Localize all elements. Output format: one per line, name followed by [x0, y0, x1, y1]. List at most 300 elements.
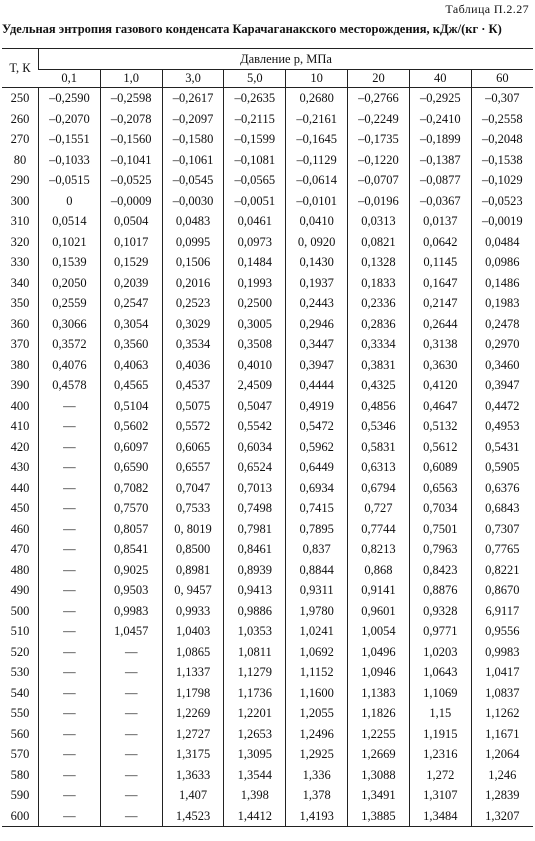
entropy-value-cell: 0,9311	[286, 580, 348, 601]
pressure-column-header: 5,0	[224, 70, 286, 88]
table-row	[2, 539, 533, 560]
temperature-cell: 410	[10, 419, 30, 433]
entropy-value-cell: 0,1328	[348, 252, 410, 273]
entropy-value-cell: 0,5572	[162, 416, 224, 437]
entropy-value-cell: –0,1538	[471, 150, 533, 171]
entropy-value-cell: –0,1735	[348, 129, 410, 150]
entropy-value-cell: 0, 8019	[162, 519, 224, 540]
entropy-value-cell: —	[39, 580, 101, 601]
entropy-value-cell: 1,2653	[224, 724, 286, 745]
entropy-value-cell: —	[39, 601, 101, 622]
entropy-value-cell: 0,1983	[471, 293, 533, 314]
entropy-value-cell: 0,1506	[162, 252, 224, 273]
temperature-cell: 310	[10, 214, 30, 228]
temperature-column-header: T, К	[2, 49, 39, 88]
entropy-value-cell: 0,6563	[409, 478, 471, 499]
table-row	[2, 88, 533, 109]
entropy-value-cell: 0,1833	[348, 273, 410, 294]
entropy-value-cell: 0,5831	[348, 437, 410, 458]
entropy-value-cell: 0,6524	[224, 457, 286, 478]
entropy-value-cell: 0,8876	[409, 580, 471, 601]
entropy-value-cell: –0,1029	[471, 170, 533, 191]
temperature-cell: 560	[10, 726, 30, 741]
entropy-value-cell: –0,0196	[348, 191, 410, 212]
entropy-value-cell: —	[100, 642, 162, 663]
entropy-value-cell: 0,9025	[100, 560, 162, 581]
entropy-value-cell: 1,3095	[224, 744, 286, 765]
entropy-value-cell: 1,0054	[348, 621, 410, 642]
temperature-cell: 530	[10, 665, 30, 679]
entropy-value-cell: —	[39, 744, 101, 765]
entropy-value-cell: 0,4120	[409, 375, 471, 396]
entropy-value-cell: 0,0973	[224, 232, 286, 253]
entropy-value-cell: 1,3207	[471, 806, 533, 827]
entropy-value-cell: 0,0483	[162, 211, 224, 232]
entropy-value-cell: 0,0410	[286, 211, 348, 232]
entropy-value-cell: –0,0877	[409, 170, 471, 191]
entropy-value-cell: 0,6449	[286, 457, 348, 478]
entropy-value-cell: –0,1041	[100, 150, 162, 171]
entropy-value-cell: 0,7963	[409, 539, 471, 560]
entropy-value-cell: 1,0946	[348, 662, 410, 683]
entropy-value-cell: 1,0811	[224, 642, 286, 663]
entropy-value-cell: 1,3885	[348, 806, 410, 827]
table-row	[2, 232, 533, 253]
temperature-cell: 320	[10, 234, 30, 249]
entropy-value-cell: 0,2039	[100, 273, 162, 294]
entropy-value-cell: 0,9933	[162, 601, 224, 622]
entropy-value-cell: –0,1551	[39, 129, 101, 150]
temperature-cell: 460	[10, 521, 30, 536]
entropy-value-cell: 0,9983	[100, 601, 162, 622]
entropy-value-cell: 0,6557	[162, 457, 224, 478]
entropy-value-cell: 1,1337	[162, 662, 224, 683]
pressure-column-header: 60	[471, 70, 533, 88]
entropy-value-cell: 0,8423	[409, 560, 471, 581]
entropy-value-cell: 0,5612	[409, 437, 471, 458]
table-row	[2, 129, 533, 150]
entropy-value-cell: 1,407	[162, 785, 224, 806]
entropy-value-cell: 0,5472	[286, 416, 348, 437]
temperature-cell: 300	[10, 193, 30, 208]
entropy-value-cell: 0,6089	[409, 457, 471, 478]
entropy-value-cell: 1,272	[409, 765, 471, 786]
entropy-value-cell: 1,2055	[286, 703, 348, 724]
entropy-value-cell: —	[39, 724, 101, 745]
temperature-cell: 500	[10, 603, 30, 618]
entropy-value-cell: 0, 0920	[286, 232, 348, 253]
pressure-column-header: 1,0	[100, 70, 162, 88]
entropy-table	[2, 48, 533, 827]
temperature-cell: 400	[10, 398, 30, 413]
entropy-value-cell: 0,868	[348, 560, 410, 581]
temperature-cell: 470	[10, 542, 30, 556]
entropy-value-cell: 0,2680	[286, 88, 348, 109]
temperature-cell: 440	[10, 480, 30, 495]
table-title: Удельная энтропия газового конденсата Карачаганакского месторождения, кДж/(кг · К)	[2, 22, 502, 36]
entropy-value-cell: 0,1539	[39, 252, 101, 273]
entropy-value-cell: –0,1129	[286, 150, 348, 171]
entropy-value-cell: 1,4412	[224, 806, 286, 827]
table-row	[2, 437, 533, 458]
entropy-value-cell: –0,1580	[162, 129, 224, 150]
entropy-value-cell: 0,4444	[286, 375, 348, 396]
entropy-value-cell: 0,7765	[471, 539, 533, 560]
entropy-value-cell: 0,7501	[409, 519, 471, 540]
entropy-value-cell: 0,5075	[162, 396, 224, 417]
entropy-value-cell: 0,8541	[100, 539, 162, 560]
table-row	[2, 560, 533, 581]
entropy-value-cell: 0,4063	[100, 355, 162, 376]
entropy-value-cell: –0,0614	[286, 170, 348, 191]
entropy-value-cell: –0,0367	[409, 191, 471, 212]
entropy-value-cell: 1,4193	[286, 806, 348, 827]
entropy-value-cell: 0,7533	[162, 498, 224, 519]
entropy-value-cell: 1,0403	[162, 621, 224, 642]
temperature-cell: 430	[10, 460, 30, 474]
entropy-value-cell: 0,9503	[100, 580, 162, 601]
entropy-value-cell: 0,2478	[471, 314, 533, 335]
entropy-value-cell: 0,8670	[471, 580, 533, 601]
entropy-value-cell: –0,2048	[471, 129, 533, 150]
table-row	[2, 355, 533, 376]
entropy-value-cell: 0,4036	[162, 355, 224, 376]
entropy-value-cell: –0,2617	[162, 88, 224, 109]
entropy-value-cell: 0,0986	[471, 252, 533, 273]
table-row	[2, 334, 533, 355]
pressure-column-header: 10	[286, 70, 348, 88]
entropy-value-cell: –0,0009	[100, 191, 162, 212]
table-number: Таблица П.2.27	[445, 2, 529, 16]
entropy-value-cell: 0,2443	[286, 293, 348, 314]
entropy-value-cell: –0,1645	[286, 129, 348, 150]
entropy-value-cell: 0,7415	[286, 498, 348, 519]
table-row	[2, 314, 533, 335]
entropy-value-cell: 0,6097	[100, 437, 162, 458]
entropy-value-cell: 0,3066	[39, 314, 101, 335]
entropy-value-cell: 1,3544	[224, 765, 286, 786]
entropy-value-cell: 0,3630	[409, 355, 471, 376]
entropy-value-cell: –0,2097	[162, 109, 224, 130]
entropy-value-cell: 0,0313	[348, 211, 410, 232]
entropy-value-cell: –0,0051	[224, 191, 286, 212]
table-row	[2, 806, 533, 827]
entropy-value-cell: 0,4953	[471, 416, 533, 437]
temperature-cell: 390	[10, 378, 30, 392]
entropy-value-cell: 0,0504	[100, 211, 162, 232]
entropy-value-cell: 0,7981	[224, 519, 286, 540]
entropy-value-cell: –0,2635	[224, 88, 286, 109]
entropy-value-cell: 0,2336	[348, 293, 410, 314]
table-row	[2, 109, 533, 130]
entropy-value-cell: 0,4325	[348, 375, 410, 396]
entropy-value-cell: 1,1152	[286, 662, 348, 683]
entropy-value-cell: 0,9771	[409, 621, 471, 642]
entropy-value-cell: 0,5047	[224, 396, 286, 417]
entropy-value-cell: 0,1017	[100, 232, 162, 253]
entropy-value-cell: 0,3138	[409, 334, 471, 355]
temperature-cell: 260	[10, 111, 30, 126]
entropy-value-cell: –0,2115	[224, 109, 286, 130]
entropy-value-cell: 0,7034	[409, 498, 471, 519]
entropy-value-cell: 1,1671	[471, 724, 533, 745]
entropy-value-cell: 0,2523	[162, 293, 224, 314]
entropy-value-cell: 0,5132	[409, 416, 471, 437]
entropy-value-cell: –0,1061	[162, 150, 224, 171]
entropy-value-cell: —	[39, 662, 101, 683]
entropy-value-cell: –0,1081	[224, 150, 286, 171]
temperature-cell: 420	[10, 439, 30, 454]
entropy-value-cell: —	[39, 703, 101, 724]
entropy-value-cell: 0,7307	[471, 519, 533, 540]
entropy-value-cell: 1,0457	[100, 621, 162, 642]
entropy-value-cell: 0,4010	[224, 355, 286, 376]
entropy-value-cell: 0,4537	[162, 375, 224, 396]
entropy-value-cell: 0,4856	[348, 396, 410, 417]
entropy-value-cell: 0,3572	[39, 334, 101, 355]
entropy-value-cell: —	[100, 683, 162, 704]
entropy-value-cell: 1,2255	[348, 724, 410, 745]
entropy-value-cell: 1,15	[409, 703, 471, 724]
entropy-value-cell: 1,378	[286, 785, 348, 806]
table-row	[2, 580, 533, 601]
entropy-value-cell: 0,0461	[224, 211, 286, 232]
entropy-value-cell: –0,2249	[348, 109, 410, 130]
entropy-value-cell: –0,0545	[162, 170, 224, 191]
entropy-value-cell: 1,2316	[409, 744, 471, 765]
entropy-value-cell: 0,3054	[100, 314, 162, 335]
entropy-value-cell: 0,727	[348, 498, 410, 519]
table-row	[2, 621, 533, 642]
entropy-value-cell: –0,2766	[348, 88, 410, 109]
entropy-value-cell: –0,0019	[471, 211, 533, 232]
entropy-value-cell: 0,8057	[100, 519, 162, 540]
entropy-value-cell: 1,2925	[286, 744, 348, 765]
entropy-value-cell: –0,0707	[348, 170, 410, 191]
entropy-value-cell: –0,2590	[39, 88, 101, 109]
entropy-value-cell: 0,3460	[471, 355, 533, 376]
entropy-value-cell: —	[100, 785, 162, 806]
entropy-value-cell: –0,0565	[224, 170, 286, 191]
entropy-value-cell: —	[100, 724, 162, 745]
entropy-value-cell: 0,6934	[286, 478, 348, 499]
entropy-value-cell: 0,2946	[286, 314, 348, 335]
entropy-value-cell: –0,1387	[409, 150, 471, 171]
entropy-value-cell: 0,9413	[224, 580, 286, 601]
entropy-value-cell: 1,0353	[224, 621, 286, 642]
entropy-value-cell: 0,8844	[286, 560, 348, 581]
entropy-value-cell: —	[39, 765, 101, 786]
entropy-value-cell: –0,2070	[39, 109, 101, 130]
table-row	[2, 642, 533, 663]
entropy-value-cell: 0,0514	[39, 211, 101, 232]
entropy-value-cell: —	[39, 457, 101, 478]
entropy-value-cell: 6,9117	[471, 601, 533, 622]
table-row	[2, 273, 533, 294]
entropy-value-cell: –0,1033	[39, 150, 101, 171]
table-row	[2, 601, 533, 622]
entropy-value-cell: 0,2016	[162, 273, 224, 294]
table-row	[2, 744, 533, 765]
entropy-value-cell: 0,3447	[286, 334, 348, 355]
entropy-value-cell: 1,3088	[348, 765, 410, 786]
table-row	[2, 416, 533, 437]
table-row	[2, 170, 533, 191]
temperature-cell: 250	[10, 91, 30, 105]
entropy-value-cell: 0,6590	[100, 457, 162, 478]
entropy-value-cell: 0,2644	[409, 314, 471, 335]
entropy-value-cell: 0,7082	[100, 478, 162, 499]
temperature-cell: 450	[10, 501, 30, 515]
entropy-value-cell: 1,1826	[348, 703, 410, 724]
entropy-value-cell: 0,2500	[224, 293, 286, 314]
entropy-value-cell: –0,2161	[286, 109, 348, 130]
entropy-value-cell: –0,1220	[348, 150, 410, 171]
entropy-value-cell: 0,837	[286, 539, 348, 560]
entropy-value-cell: 0,0137	[409, 211, 471, 232]
entropy-value-cell: 0,5542	[224, 416, 286, 437]
entropy-value-cell: 0,9328	[409, 601, 471, 622]
entropy-value-cell: 0,1145	[409, 252, 471, 273]
entropy-value-cell: 0,2147	[409, 293, 471, 314]
entropy-value-cell: –0,0525	[100, 170, 162, 191]
entropy-value-cell: 0,2970	[471, 334, 533, 355]
entropy-value-cell: 1,0837	[471, 683, 533, 704]
entropy-value-cell: –0,2558	[471, 109, 533, 130]
entropy-value-cell: –0,1899	[409, 129, 471, 150]
entropy-value-cell: 0,0642	[409, 232, 471, 253]
entropy-value-cell: 0,4076	[39, 355, 101, 376]
temperature-cell: 380	[10, 357, 30, 372]
entropy-value-cell: 1,1279	[224, 662, 286, 683]
pressure-group-header: Давление p, МПа	[39, 49, 534, 70]
entropy-value-cell: 0,1529	[100, 252, 162, 273]
entropy-value-cell: –0,2410	[409, 109, 471, 130]
entropy-value-cell: 0,0821	[348, 232, 410, 253]
table-row	[2, 785, 533, 806]
entropy-value-cell: —	[39, 642, 101, 663]
entropy-value-cell: 0,1484	[224, 252, 286, 273]
entropy-value-cell: 1,0203	[409, 642, 471, 663]
entropy-value-cell: 1,3491	[348, 785, 410, 806]
entropy-value-cell: 0, 9457	[162, 580, 224, 601]
entropy-value-cell: 0,7013	[224, 478, 286, 499]
entropy-value-cell: 1,2201	[224, 703, 286, 724]
entropy-value-cell: –0,2925	[409, 88, 471, 109]
table-row	[2, 191, 533, 212]
table-row	[2, 662, 533, 683]
temperature-cell: 290	[10, 173, 30, 187]
entropy-value-cell: –0,307	[471, 88, 533, 109]
entropy-value-cell: 0,7047	[162, 478, 224, 499]
table-row	[2, 498, 533, 519]
temperature-cell: 340	[10, 275, 30, 290]
entropy-value-cell: 1,3107	[409, 785, 471, 806]
entropy-value-cell: 1,1262	[471, 703, 533, 724]
table-row	[2, 457, 533, 478]
temperature-cell: 590	[10, 788, 30, 802]
entropy-value-cell: —	[39, 806, 101, 827]
entropy-value-cell: 0,5431	[471, 437, 533, 458]
entropy-value-cell: 1,2669	[348, 744, 410, 765]
entropy-value-cell: 0,6794	[348, 478, 410, 499]
entropy-value-cell: 0,6313	[348, 457, 410, 478]
entropy-value-cell: —	[39, 519, 101, 540]
entropy-value-cell: 1,3633	[162, 765, 224, 786]
entropy-value-cell: 0,6843	[471, 498, 533, 519]
entropy-value-cell: 0,1430	[286, 252, 348, 273]
entropy-value-cell: –0,0515	[39, 170, 101, 191]
entropy-value-cell: 0,3508	[224, 334, 286, 355]
entropy-value-cell: –0,0030	[162, 191, 224, 212]
entropy-value-cell: 0,3947	[286, 355, 348, 376]
entropy-value-cell: 1,336	[286, 765, 348, 786]
entropy-value-cell: 1,2496	[286, 724, 348, 745]
entropy-value-cell: 0,8213	[348, 539, 410, 560]
temperature-cell: 270	[10, 132, 30, 146]
temperature-cell: 480	[10, 562, 30, 577]
entropy-value-cell: 1,0241	[286, 621, 348, 642]
entropy-value-cell: –0,1560	[100, 129, 162, 150]
entropy-value-cell: 0,8981	[162, 560, 224, 581]
entropy-value-cell: 0	[39, 191, 101, 212]
entropy-value-cell: 0,5905	[471, 457, 533, 478]
temperature-cell: 80	[13, 152, 27, 167]
entropy-value-cell: 0,8461	[224, 539, 286, 560]
pressure-column-header: 40	[409, 70, 471, 88]
entropy-value-cell: –0,2078	[100, 109, 162, 130]
temperature-cell: 350	[10, 296, 30, 310]
temperature-cell: 570	[10, 747, 30, 761]
entropy-value-cell: —	[39, 478, 101, 499]
entropy-value-cell: –0,2598	[100, 88, 162, 109]
entropy-value-cell: 0,2836	[348, 314, 410, 335]
entropy-value-cell: 0,0995	[162, 232, 224, 253]
entropy-value-cell: 0,2547	[100, 293, 162, 314]
entropy-value-cell: 1,9780	[286, 601, 348, 622]
entropy-value-cell: 0,3029	[162, 314, 224, 335]
entropy-value-cell: 1,1069	[409, 683, 471, 704]
table-row	[2, 519, 533, 540]
entropy-value-cell: 1,2064	[471, 744, 533, 765]
entropy-value-cell: —	[100, 806, 162, 827]
entropy-value-cell: 0,4647	[409, 396, 471, 417]
entropy-value-cell: 1,1383	[348, 683, 410, 704]
entropy-value-cell: —	[39, 683, 101, 704]
entropy-value-cell: —	[39, 416, 101, 437]
table-row	[2, 683, 533, 704]
entropy-value-cell: —	[39, 560, 101, 581]
entropy-value-cell: 0,4919	[286, 396, 348, 417]
entropy-value-cell: 1,2269	[162, 703, 224, 724]
entropy-value-cell: 0,8221	[471, 560, 533, 581]
entropy-value-cell: 1,0643	[409, 662, 471, 683]
entropy-value-cell: 0,4578	[39, 375, 101, 396]
temperature-cell: 550	[10, 706, 30, 720]
temperature-cell: 370	[10, 337, 30, 351]
entropy-value-cell: 0,1937	[286, 273, 348, 294]
entropy-value-cell: —	[39, 785, 101, 806]
table-row	[2, 150, 533, 171]
table-row	[2, 252, 533, 273]
entropy-value-cell: —	[100, 662, 162, 683]
table-row	[2, 478, 533, 499]
entropy-value-cell: 0,5962	[286, 437, 348, 458]
entropy-value-cell: 0,1486	[471, 273, 533, 294]
entropy-value-cell: 0,9886	[224, 601, 286, 622]
entropy-value-cell: 1,246	[471, 765, 533, 786]
entropy-value-cell: —	[39, 396, 101, 417]
